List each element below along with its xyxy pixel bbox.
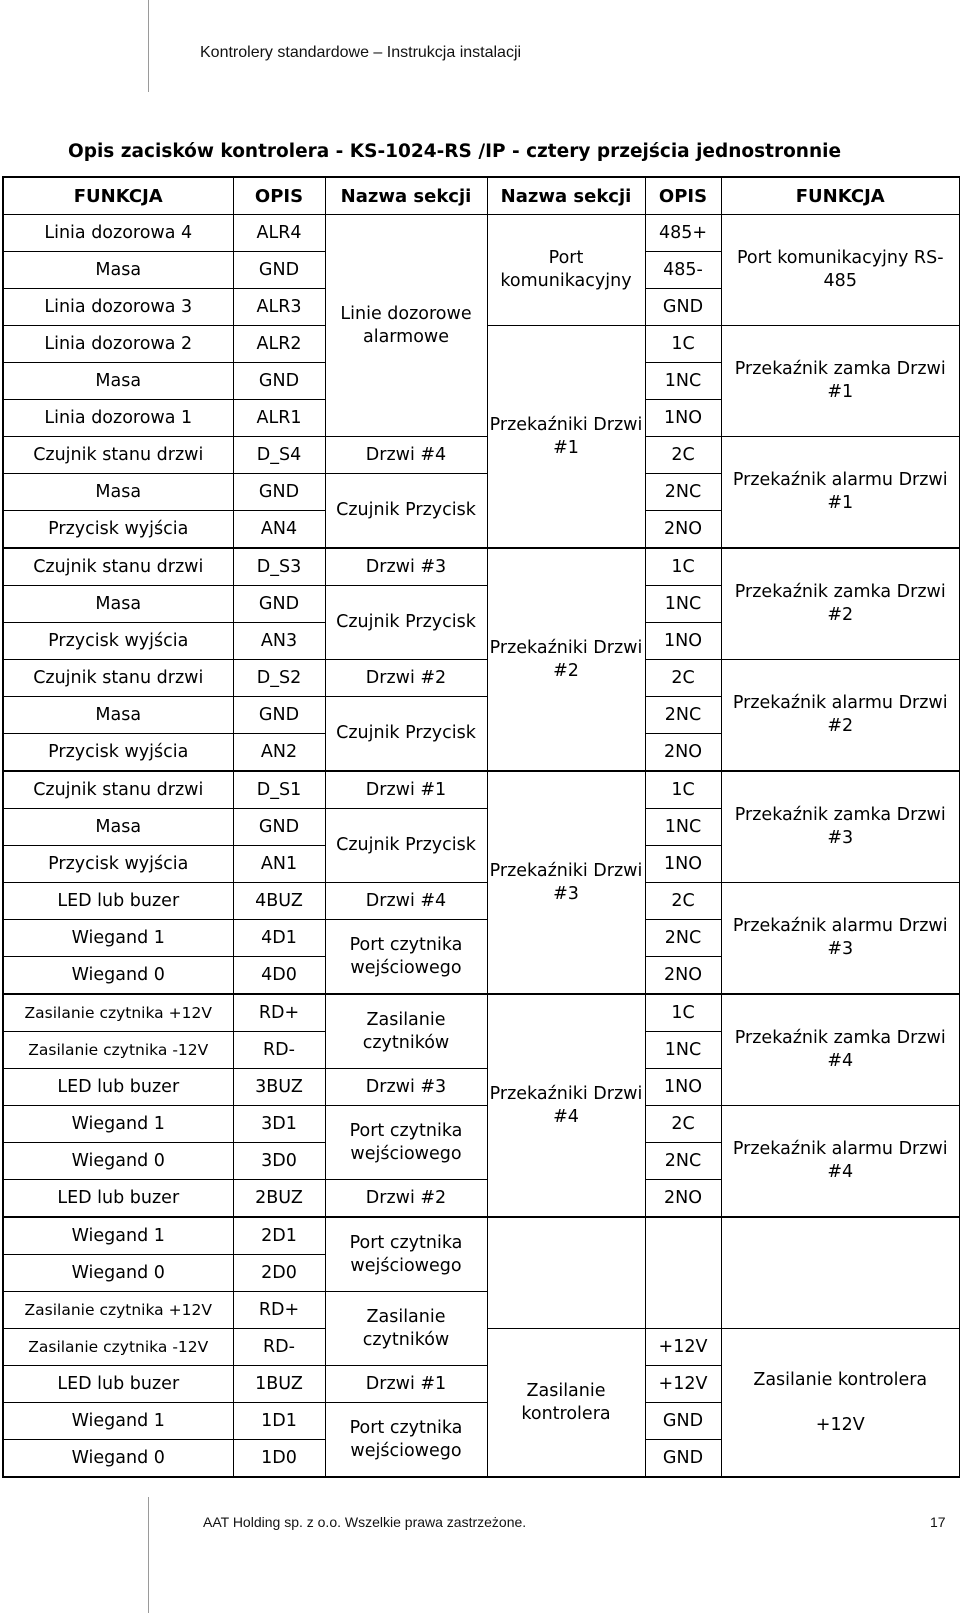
function-cell: Wiegand 0	[3, 1255, 233, 1292]
table-title: Opis zacisków kontrolera - KS-1024-RS /IP - cztery przejścia jednostronnie	[68, 141, 842, 162]
terminal-cell: 2NO	[645, 1180, 721, 1218]
function-cell: Zasilanie czytnika -12V	[3, 1329, 233, 1366]
terminal-cell: 1NO	[645, 623, 721, 660]
terminal-cell: 2D1	[233, 1217, 325, 1255]
page-number: 17	[930, 1514, 946, 1530]
function-cell: Masa	[3, 474, 233, 511]
section-cell: Port komunikacyjny	[487, 215, 645, 326]
terminal-cell: 1NO	[645, 1069, 721, 1106]
function-cell: Wiegand 1	[3, 1403, 233, 1440]
table-row	[3, 994, 960, 1032]
terminal-cell: 1NC	[645, 809, 721, 846]
terminal-cell: 2D0	[233, 1255, 325, 1292]
table-row	[3, 771, 960, 809]
terminal-cell: 2NO	[645, 734, 721, 772]
terminal-cell: 1C	[645, 994, 721, 1032]
function-cell: Masa	[3, 586, 233, 623]
terminal-cell: 1D0	[233, 1440, 325, 1478]
section-cell: Przekaźniki Drzwi #1	[487, 326, 645, 549]
function-cell: Zasilanie czytnika +12V	[3, 994, 233, 1032]
function-cell: Przekaźnik alarmu Drzwi #3	[721, 883, 960, 995]
table-row	[3, 437, 960, 474]
terminal-cell: GND	[233, 809, 325, 846]
function-cell: Wiegand 1	[3, 920, 233, 957]
function-cell: Masa	[3, 809, 233, 846]
function-cell: Przekaźnik zamka Drzwi #2	[721, 548, 960, 660]
terminal-cell: GND	[233, 252, 325, 289]
terminal-cell: D_S3	[233, 548, 325, 586]
terminal-cell: 1NO	[645, 846, 721, 883]
terminal-cell: 3D0	[233, 1143, 325, 1180]
terminal-cell: 2NO	[645, 511, 721, 549]
section-cell: Port czytnika wejściowego	[325, 1106, 487, 1180]
function-cell: Przycisk wyjścia	[3, 734, 233, 772]
header-section-right: Nazwa sekcji	[487, 177, 645, 215]
terminal-cell: 3BUZ	[233, 1069, 325, 1106]
section-cell: Port czytnika wejściowego	[325, 1403, 487, 1478]
function-cell: Linia dozorowa 4	[3, 215, 233, 252]
terminal-cell: 2BUZ	[233, 1180, 325, 1218]
function-cell: Czujnik stanu drzwi	[3, 437, 233, 474]
section-cell: Port czytnika wejściowego	[325, 920, 487, 995]
terminal-cell: +12V	[645, 1329, 721, 1366]
function-cell: Czujnik stanu drzwi	[3, 660, 233, 697]
empty-terminal-cell	[645, 1217, 721, 1329]
header-funkcja-left: FUNKCJA	[3, 177, 233, 215]
section-cell: Drzwi #3	[325, 1069, 487, 1106]
terminal-cell: 2NC	[645, 697, 721, 734]
function-cell: Przekaźnik alarmu Drzwi #4	[721, 1106, 960, 1218]
section-cell: Zasilanie czytników	[325, 1292, 487, 1366]
function-cell: Linia dozorowa 2	[3, 326, 233, 363]
function-cell: Wiegand 0	[3, 957, 233, 995]
function-cell: Masa	[3, 252, 233, 289]
function-cell: Przycisk wyjścia	[3, 623, 233, 660]
terminal-cell: 4D0	[233, 957, 325, 995]
terminal-cell: GND	[233, 474, 325, 511]
terminal-cell: 3D1	[233, 1106, 325, 1143]
section-cell: Drzwi #1	[325, 771, 487, 809]
function-cell: Masa	[3, 697, 233, 734]
footer-divider-line	[148, 1497, 149, 1613]
section-cell: Przekaźniki Drzwi #3	[487, 771, 645, 994]
section-cell: Drzwi #2	[325, 660, 487, 697]
power-function-line2: +12V	[815, 1414, 865, 1435]
terminal-description-table	[2, 176, 960, 1478]
terminal-cell: ALR3	[233, 289, 325, 326]
function-cell: Przycisk wyjścia	[3, 511, 233, 549]
function-cell: Wiegand 0	[3, 1143, 233, 1180]
terminal-cell: GND	[645, 1440, 721, 1478]
terminal-cell: GND	[645, 1403, 721, 1440]
table-row	[3, 1106, 960, 1143]
section-cell: Zasilanie kontrolera	[487, 1329, 645, 1478]
section-cell: Drzwi #3	[325, 548, 487, 586]
function-cell: Port komunikacyjny RS-485	[721, 215, 960, 326]
function-cell: Linia dozorowa 1	[3, 400, 233, 437]
function-cell: Zasilanie czytnika +12V	[3, 1292, 233, 1329]
section-cell: Linie dozorowe alarmowe	[325, 215, 487, 437]
function-cell	[721, 1329, 960, 1478]
function-cell: Wiegand 0	[3, 1440, 233, 1478]
terminal-cell: GND	[645, 289, 721, 326]
section-cell: Port czytnika wejściowego	[325, 1217, 487, 1292]
header-divider-line	[148, 0, 149, 92]
terminal-cell: 2NC	[645, 1143, 721, 1180]
header-funkcja-right: FUNKCJA	[721, 177, 960, 215]
function-cell: Masa	[3, 363, 233, 400]
section-cell: Drzwi #4	[325, 437, 487, 474]
function-cell: LED lub buzer	[3, 1366, 233, 1403]
terminal-cell: RD+	[233, 994, 325, 1032]
terminal-cell: RD-	[233, 1032, 325, 1069]
function-cell: Wiegand 1	[3, 1106, 233, 1143]
terminal-cell: AN2	[233, 734, 325, 772]
section-cell: Czujnik Przycisk	[325, 474, 487, 549]
terminal-cell: 4D1	[233, 920, 325, 957]
header-section-left: Nazwa sekcji	[325, 177, 487, 215]
table-row	[3, 660, 960, 697]
terminal-cell: RD-	[233, 1329, 325, 1366]
section-cell: Drzwi #1	[325, 1366, 487, 1403]
terminal-cell: 1D1	[233, 1403, 325, 1440]
table-row	[3, 215, 960, 252]
function-cell: Zasilanie czytnika -12V	[3, 1032, 233, 1069]
function-cell: Linia dozorowa 3	[3, 289, 233, 326]
function-cell: LED lub buzer	[3, 1180, 233, 1218]
function-cell: Przekaźnik zamka Drzwi #4	[721, 994, 960, 1106]
terminal-cell: GND	[233, 586, 325, 623]
function-cell: Wiegand 1	[3, 1217, 233, 1255]
function-cell: LED lub buzer	[3, 1069, 233, 1106]
section-cell: Czujnik Przycisk	[325, 697, 487, 772]
table-row	[3, 1217, 960, 1255]
terminal-cell: 485+	[645, 215, 721, 252]
terminal-cell: ALR4	[233, 215, 325, 252]
terminal-cell: 1NC	[645, 586, 721, 623]
section-cell: Drzwi #4	[325, 883, 487, 920]
terminal-cell: D_S1	[233, 771, 325, 809]
terminal-cell: 1BUZ	[233, 1366, 325, 1403]
terminal-cell: 2NC	[645, 920, 721, 957]
power-function-line1: Zasilanie kontrolera	[753, 1369, 928, 1390]
terminal-cell: 2C	[645, 660, 721, 697]
function-cell: Przekaźnik zamka Drzwi #3	[721, 771, 960, 883]
function-cell: Czujnik stanu drzwi	[3, 548, 233, 586]
terminal-cell: ALR1	[233, 400, 325, 437]
empty-function-cell	[721, 1217, 960, 1329]
terminal-cell: 2C	[645, 883, 721, 920]
terminal-cell: 1NC	[645, 363, 721, 400]
terminal-cell: D_S4	[233, 437, 325, 474]
terminal-cell: 2C	[645, 1106, 721, 1143]
table-row	[3, 548, 960, 586]
terminal-cell: 1NC	[645, 1032, 721, 1069]
terminal-cell: GND	[233, 697, 325, 734]
header-opis-right: OPIS	[645, 177, 721, 215]
function-cell: Czujnik stanu drzwi	[3, 771, 233, 809]
terminal-cell: 2NO	[645, 957, 721, 995]
terminal-cell: 1NO	[645, 400, 721, 437]
function-cell: Przekaźnik alarmu Drzwi #2	[721, 660, 960, 772]
section-cell: Zasilanie czytników	[325, 994, 487, 1069]
running-header: Kontrolery standardowe – Instrukcja instalacji	[200, 44, 522, 61]
table-row	[3, 883, 960, 920]
terminal-cell: 4BUZ	[233, 883, 325, 920]
section-cell: Czujnik Przycisk	[325, 586, 487, 660]
terminal-cell: AN4	[233, 511, 325, 549]
terminal-cell: AN3	[233, 623, 325, 660]
empty-section-cell	[487, 1217, 645, 1329]
terminal-cell: 485-	[645, 252, 721, 289]
terminal-cell: 1C	[645, 326, 721, 363]
terminal-cell: +12V	[645, 1366, 721, 1403]
terminal-cell: D_S2	[233, 660, 325, 697]
terminal-cell: ALR2	[233, 326, 325, 363]
table-header-row	[3, 177, 960, 215]
terminal-cell: 1C	[645, 548, 721, 586]
function-cell: Przycisk wyjścia	[3, 846, 233, 883]
terminal-cell: GND	[233, 363, 325, 400]
footer-copyright: AAT Holding sp. z o.o. Wszelkie prawa zastrzeżone.	[203, 1514, 527, 1530]
header-opis-left: OPIS	[233, 177, 325, 215]
function-cell: Przekaźnik zamka Drzwi #1	[721, 326, 960, 437]
function-cell: Przekaźnik alarmu Drzwi #1	[721, 437, 960, 549]
terminal-cell: 2NC	[645, 474, 721, 511]
section-cell: Drzwi #2	[325, 1180, 487, 1218]
terminal-cell: AN1	[233, 846, 325, 883]
section-cell: Czujnik Przycisk	[325, 809, 487, 883]
terminal-cell: 1C	[645, 771, 721, 809]
section-cell: Przekaźniki Drzwi #2	[487, 548, 645, 771]
section-cell: Przekaźniki Drzwi #4	[487, 994, 645, 1217]
terminal-cell: 2C	[645, 437, 721, 474]
terminal-cell: RD+	[233, 1292, 325, 1329]
function-cell: LED lub buzer	[3, 883, 233, 920]
